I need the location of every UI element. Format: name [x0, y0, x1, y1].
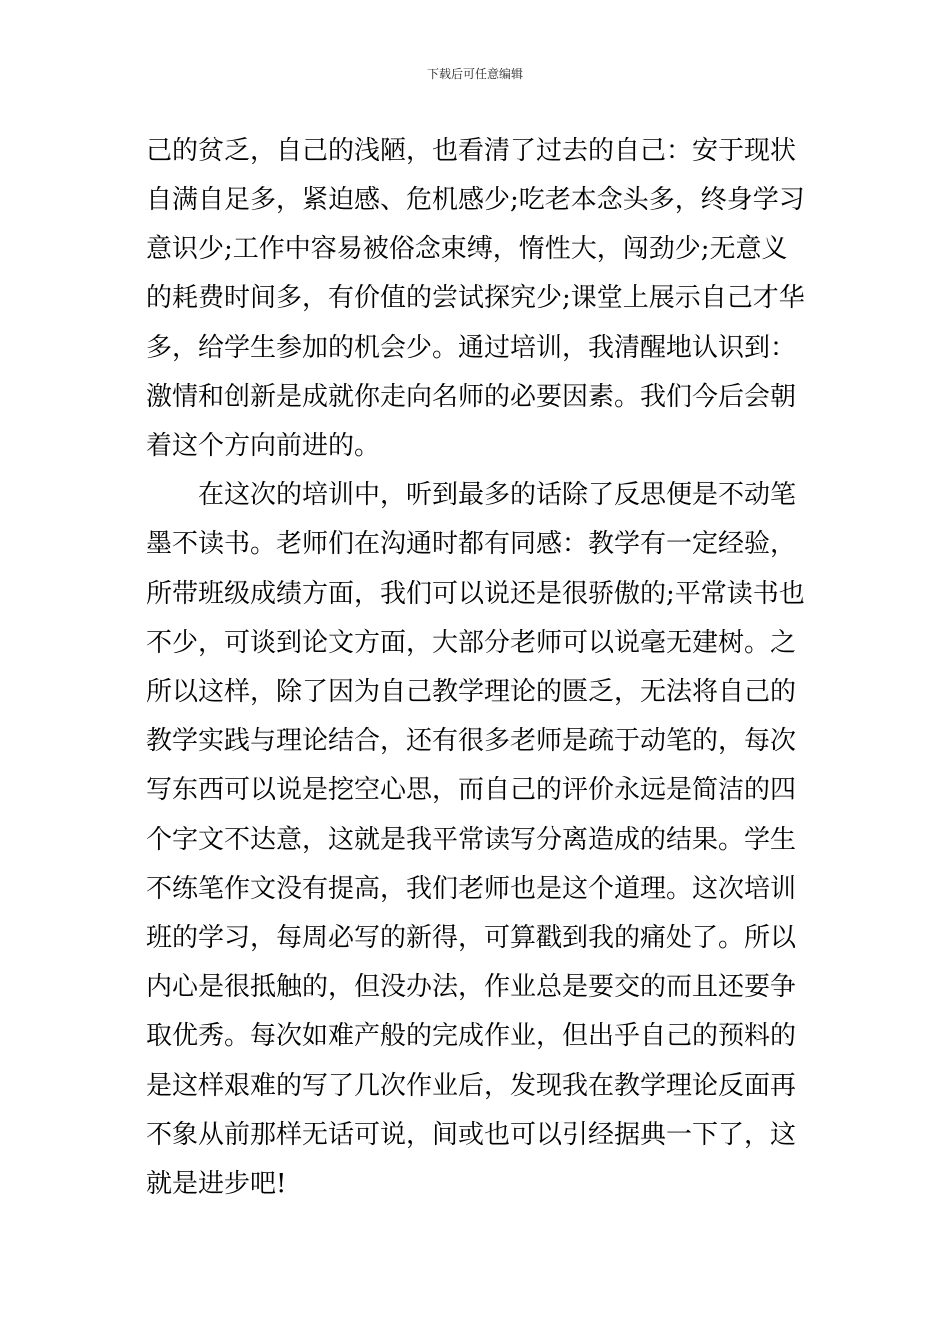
text-line: 内心是很抵触的，但没办法，作业总是要交的而且还要争 [146, 972, 797, 1002]
text-line: 的耗费时间多，有价值的尝试探究少;课堂上展示自己才华 [146, 283, 805, 313]
text-line: 不象从前那样无话可说，间或也可以引经据典一下了，这 [146, 1120, 797, 1150]
text-line: 在这次的培训中，听到最多的话除了反思便是不动笔 [146, 480, 797, 510]
text-line: 取优秀。每次如难产般的完成作业，但出乎自己的预料的 [146, 1021, 797, 1051]
text-line: 己的贫乏，自己的浅陋，也看清了过去的自己：安于现状 [146, 136, 797, 166]
text-line: 所以这样，除了因为自己教学理论的匮乏，无法将自己的 [146, 677, 797, 707]
text-line: 着这个方向前进的。 [146, 431, 381, 461]
text-line: 所带班级成绩方面，我们可以说还是很骄傲的;平常读书也 [146, 579, 805, 609]
text-line: 不少，可谈到论文方面，大部分老师可以说毫无建树。之 [146, 628, 797, 658]
text-line: 写东西可以说是挖空心思，而自己的评价永远是简洁的四 [146, 775, 797, 805]
text-line: 意识少;工作中容易被俗念束缚，惰性大，闯劲少;无意义 [146, 234, 788, 264]
text-line: 班的学习，每周必写的新得，可算戳到我的痛处了。所以 [146, 923, 797, 953]
text-line: 不练笔作文没有提高，我们老师也是这个道理。这次培训 [146, 874, 797, 904]
text-line: 墨不读书。老师们在沟通时都有同感：教学有一定经验， [146, 529, 797, 559]
text-line: 个字文不达意，这就是我平常读写分离造成的结果。学生 [146, 825, 797, 855]
text-line: 激情和创新是成就你走向名师的必要因素。我们今后会朝 [146, 382, 797, 412]
text-line: 自满自足多，紧迫感、危机感少;吃老本念头多，终身学习 [146, 185, 805, 215]
page-header: 下载后可任意编辑 [426, 67, 523, 81]
text-line: 是这样艰难的写了几次作业后，发现我在教学理论反面再 [146, 1071, 797, 1101]
text-line: 就是进步吧! [146, 1169, 287, 1199]
text-line: 多，给学生参加的机会少。通过培训，我清醒地认识到： [146, 333, 797, 363]
text-line: 教学实践与理论结合，还有很多老师是疏于动笔的，每次 [146, 726, 797, 756]
